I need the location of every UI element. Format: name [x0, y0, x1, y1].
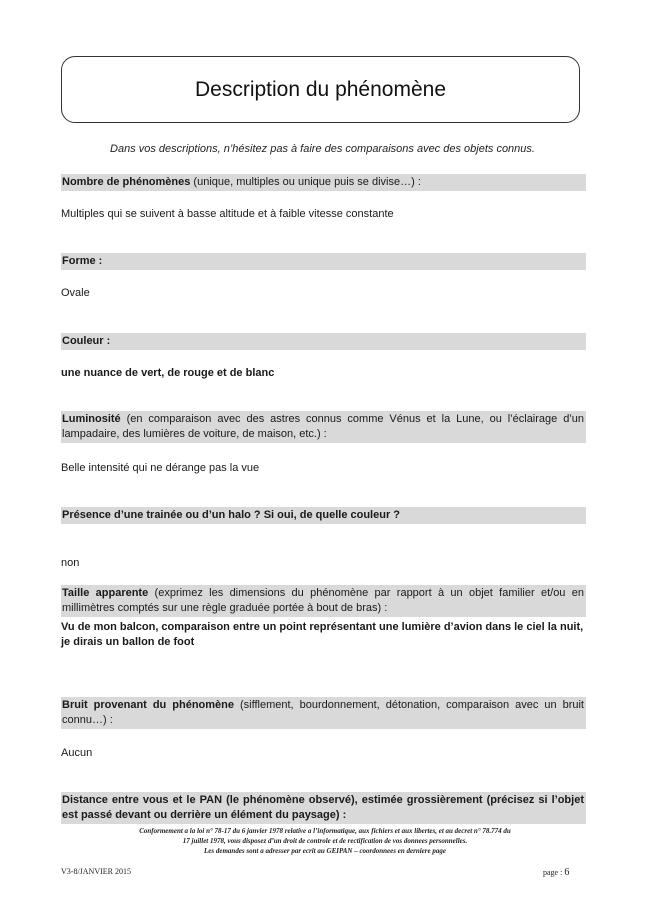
section-label-bold: Forme :	[62, 255, 103, 267]
section-label-taille	[61, 585, 586, 617]
section-label-bold: Distance entre vous et le PAN (le phénomène observé), estimée grossièrement (précisez si l’objet est passé devant ou derrière un élément du paysage) :	[62, 794, 584, 821]
answer-forme: Ovale	[61, 287, 90, 299]
section-label-detail: (exprimez les dimensions du phénomène par rapport à un objet familier et/ou en millimètres comptés sur une règle graduée portée à bout de bras) :	[62, 587, 584, 614]
section-label-forme	[61, 253, 586, 270]
section-label-bruit	[61, 697, 586, 729]
section-label-nombre	[61, 174, 586, 191]
section-label-trainee	[61, 507, 586, 524]
section-label-bold: Luminosité	[62, 413, 121, 425]
page-title: Description du phénomène	[195, 77, 446, 101]
section-label-luminosite	[61, 411, 586, 443]
legal-line-3: Les demandes sont a adresser par ecrit au GEIPAN – coordonnees en derniere page	[204, 847, 446, 855]
section-label-bold: Couleur :	[62, 335, 111, 347]
legal-line-2: 17 juillet 1978, vous disposez d’un droit de controle et de rectification de vos donnees personnelles.	[182, 837, 468, 845]
page-label: page :	[543, 868, 563, 877]
section-label-detail: (sifflement, bourdonnement, détonation, comparaison avec un bruit connu…) :	[62, 699, 584, 726]
answer-trainee: non	[61, 557, 80, 569]
legal-notice	[60, 826, 590, 856]
section-label-bold: Présence d’une trainée ou d’un halo ? Si oui, de quelle couleur ?	[62, 509, 401, 521]
answer-couleur: une nuance de vert, de rouge et de blanc	[61, 367, 275, 379]
answer-nombre: Multiples qui se suivent à basse altitude et à faible vitesse constante	[61, 208, 394, 220]
section-label-bold: Taille apparente	[62, 587, 149, 599]
page-number: 6	[564, 867, 570, 878]
section-label-bold: Bruit provenant du phénomène	[62, 699, 235, 711]
title-box	[61, 56, 580, 123]
answer-luminosite: Belle intensité qui ne dérange pas la vue	[61, 462, 260, 474]
page-indicator	[543, 867, 569, 878]
section-label-bold: Nombre de phénomènes	[62, 176, 191, 188]
version-label: V3-8/JANVIER 2015	[61, 867, 131, 876]
intro-text: Dans vos descriptions, n’hésitez pas à faire des comparaisons avec des objets connus.	[110, 143, 535, 155]
section-label-couleur	[61, 333, 586, 350]
answer-bruit: Aucun	[61, 747, 93, 759]
answer-taille: Vu de mon balcon, comparaison entre un point représentant une lumière d’avion dans le ciel la nuit, je dirais un ballon de foot	[61, 621, 584, 648]
section-label-detail: (en comparaison avec des astres connus comme Vénus et la Lune, ou l’éclairage d’un lampadaire, des lumières de voiture, de maison, etc.) :	[62, 413, 584, 440]
legal-line-1: Conformement a la loi n° 78-17 du 6 janvier 1978 relative a l’informatique, aux fichiers et aux libertes, et au decret n° 78.774 du	[139, 827, 511, 835]
section-label-detail: (unique, multiples ou unique puis se divise…) :	[190, 176, 421, 188]
section-label-distance	[61, 792, 586, 824]
